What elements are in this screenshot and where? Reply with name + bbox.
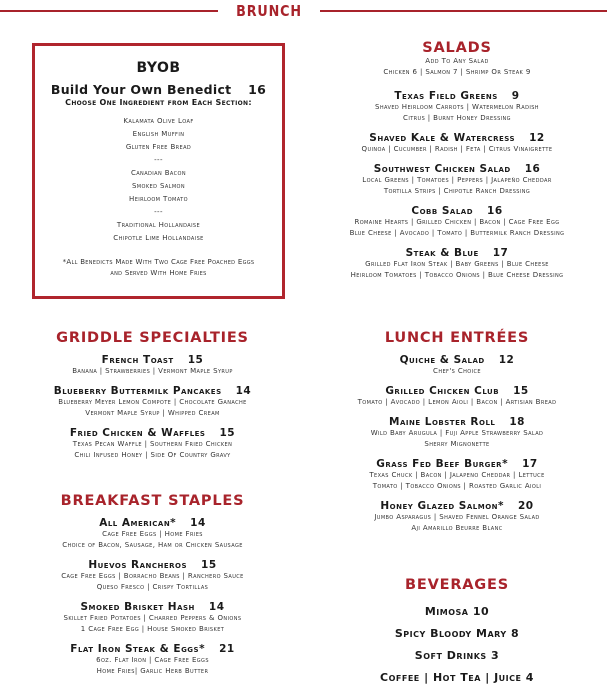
page-title: BRUNCH — [236, 2, 302, 20]
menu-item — [307, 132, 607, 155]
item-desc: Quinoa | Cucumber | Radish | Feta | Citrus Vinaigrette — [361, 145, 553, 153]
item-name: Flat Iron Steak & Eggs* — [70, 643, 206, 655]
griddle-title: GRIDDLE SPECIALTIES — [56, 330, 249, 346]
menu-item — [307, 354, 607, 377]
item-desc: Home Fries| Garlic Herb Butter — [96, 667, 209, 675]
menu-item — [307, 247, 607, 281]
item-desc: Tomato | Avocado | Lemon Aioli | Bacon | Artisian Bread — [357, 398, 557, 406]
item-price: 14 — [190, 517, 206, 529]
header-rule-right — [320, 10, 607, 12]
byob-divider: --- — [154, 156, 163, 164]
item-desc: Chili Infused Honey | Side Of Country Gravy — [74, 451, 231, 459]
item-desc: Jumbo Asparagus | Shaved Fennel Orange Salad — [374, 513, 540, 521]
item-price: 9 — [511, 90, 520, 102]
item-name: Maine Lobster Roll — [389, 416, 496, 428]
item-desc: Citrus | Burnt Honey Dressing — [403, 114, 511, 122]
byob-instructions: Choose One Ingredient from Each Section: — [65, 98, 252, 107]
byob-item-name — [35, 82, 282, 97]
beverage-item: Spicy Bloody Mary 8 — [394, 627, 520, 640]
item-desc: Banana | Strawberries | Vermont Maple Syrup — [72, 367, 233, 375]
item-name: Fried Chicken & Waffles — [69, 427, 206, 439]
byob-price: 16 — [248, 82, 267, 97]
item-price: 16 — [487, 205, 503, 217]
item-desc: Cage Free Eggs | Borracho Beans | Ranchero Sauce — [61, 572, 244, 580]
item-desc: Sherry Mignonette — [424, 440, 490, 448]
item-desc: Grilled Flat Iron Steak | Baby Greens | Blue Cheese — [365, 260, 549, 268]
item-desc: Chef's Choice — [433, 367, 481, 375]
byob-option: Gluten Free Bread — [125, 143, 192, 151]
header-rule-left — [0, 10, 218, 12]
item-price: 18 — [509, 416, 525, 428]
item-price: 16 — [524, 163, 541, 175]
menu-item — [0, 643, 305, 677]
byob-note-line: *All Benedicts Made With Two Cage Free Poached Eggs — [62, 258, 255, 266]
menu-item — [307, 458, 607, 492]
beverage-item: Mimosa 10 — [424, 605, 490, 618]
item-name: Southwest Chicken Salad — [373, 163, 511, 175]
item-name: Texas Field Greens — [394, 90, 498, 102]
item-price: 21 — [219, 643, 235, 655]
breakfast-section — [0, 493, 305, 685]
byob-option: English Muffin — [132, 130, 185, 138]
item-desc: Aji Amarillo Beurre Blanc — [411, 524, 503, 532]
menu-item — [0, 427, 305, 461]
griddle-section — [0, 330, 305, 469]
beverage-item: Soft Drinks 3 — [414, 649, 500, 662]
byob-option: Heirloom Tomato — [129, 195, 188, 203]
byob-name: Build Your Own Benedict — [50, 82, 232, 97]
item-name: Grilled Chicken Club — [385, 385, 500, 397]
item-name: Grass Fed Beef Burger* — [376, 458, 509, 470]
item-price: 15 — [187, 354, 204, 366]
salads-addon-options: Chicken 6 | Salmon 7 | Shrimp Or Steak 9 — [383, 68, 531, 76]
byob-box — [32, 43, 285, 299]
item-name: Quiche & Salad — [399, 354, 485, 366]
byob-option: Canadian Bacon — [130, 169, 187, 177]
item-desc: Blue Cheese | Avocado | Tomato | Buttermilk Ranch Dressing — [349, 229, 565, 237]
item-price: 14 — [208, 601, 225, 613]
item-desc: Vermont Maple Syrup | Whipped Cream — [85, 409, 220, 417]
byob-option: Smoked Salmon — [131, 182, 186, 190]
menu-item — [0, 601, 305, 635]
menu-item — [307, 163, 607, 197]
breakfast-title: BREAKFAST STAPLES — [60, 493, 245, 509]
item-desc: Local Greens | Tomatoes | Peppers | Jalapeño Cheddar — [362, 176, 552, 184]
item-name: Cobb Salad — [411, 205, 474, 217]
item-name: French Toast — [101, 354, 174, 366]
salads-addon-label: Add To Any Salad — [425, 57, 489, 65]
byob-title: BYOB — [136, 60, 181, 76]
item-desc: Shaved Heirloom Carrots | Watermelon Radish — [375, 103, 539, 111]
byob-note — [35, 257, 282, 279]
beverages-section — [307, 577, 607, 689]
byob-divider: --- — [154, 208, 163, 216]
item-price: 15 — [219, 427, 236, 439]
menu-item — [307, 500, 607, 534]
item-name: Smoked Brisket Hash — [80, 601, 195, 613]
item-desc: Skillet Fried Potatoes | Charred Peppers & Onions — [63, 614, 242, 622]
item-name: Honey Glazed Salmon* — [380, 500, 504, 512]
byob-option: Kalamata Olive Loaf — [123, 117, 194, 125]
item-price: 17 — [492, 247, 509, 259]
item-desc: Queso Fresco | Crispy Tortillas — [96, 583, 209, 591]
menu-item — [0, 517, 305, 551]
menu-item — [307, 385, 607, 408]
byob-option: Chipotle Lime Hollandaise — [113, 234, 204, 242]
menu-item — [0, 385, 305, 419]
item-name: Steak & Blue — [405, 247, 479, 259]
lunch-title: LUNCH ENTRÉES — [384, 330, 530, 346]
salads-section — [307, 40, 607, 289]
item-desc: Romaine Hearts | Grilled Chicken | Bacon | Cage Free Egg — [354, 218, 560, 226]
item-price: 12 — [529, 132, 545, 144]
item-price: 15 — [201, 559, 217, 571]
menu-item — [307, 416, 607, 450]
lunch-section — [307, 330, 607, 542]
item-desc: Wild Baby Arugula | Fuji Apple Strawberry Salad — [370, 429, 544, 437]
menu-item — [0, 354, 305, 377]
item-price: 15 — [513, 385, 529, 397]
item-price: 17 — [522, 458, 538, 470]
item-desc: Heirloom Tomatoes | Tobacco Onions | Blue Cheese Dressing — [350, 271, 564, 279]
item-desc: 1 Cage Free Egg | House Smoked Brisket — [80, 625, 225, 633]
beverages-title: BEVERAGES — [405, 577, 509, 593]
item-desc: Texas Pecan Waffle | Southern Fried Chicken — [72, 440, 233, 448]
item-desc: Tortilla Strips | Chipotle Ranch Dressing — [383, 187, 531, 195]
item-price: 20 — [518, 500, 534, 512]
item-price: 12 — [498, 354, 515, 366]
beverage-item: Coffee | Hot Tea | Juice 4 — [380, 671, 534, 684]
item-desc: 6oz. Flat Iron | Cage Free Eggs — [96, 656, 209, 664]
item-desc: Tomato | Tobacco Onions | Roasted Garlic Aioli — [372, 482, 542, 490]
byob-options — [35, 115, 282, 245]
item-desc: Cage Free Eggs | Home Fries — [102, 530, 203, 538]
menu-item — [0, 559, 305, 593]
item-desc: Blueberry Meyer Lemon Compote | Chocolate Ganache — [58, 398, 247, 406]
item-price: 14 — [235, 385, 252, 397]
menu-item — [307, 205, 607, 239]
byob-note-line: and Served With Home Fries — [110, 269, 207, 277]
byob-option: Traditional Hollandaise — [116, 221, 201, 229]
item-name: All American* — [99, 517, 177, 529]
item-name: Blueberry Buttermilk Pancakes — [53, 385, 222, 397]
salads-title: SALADS — [422, 40, 492, 56]
menu-item — [307, 90, 607, 124]
item-name: Huevos Rancheros — [88, 559, 188, 571]
item-desc: Choice of Bacon, Sausage, Ham or Chicken Sausage — [62, 541, 243, 549]
item-name: Shaved Kale & Watercress — [369, 132, 516, 144]
item-desc: Texas Chuck | Bacon | Jalapeno Cheddar | Lettuce — [369, 471, 545, 479]
